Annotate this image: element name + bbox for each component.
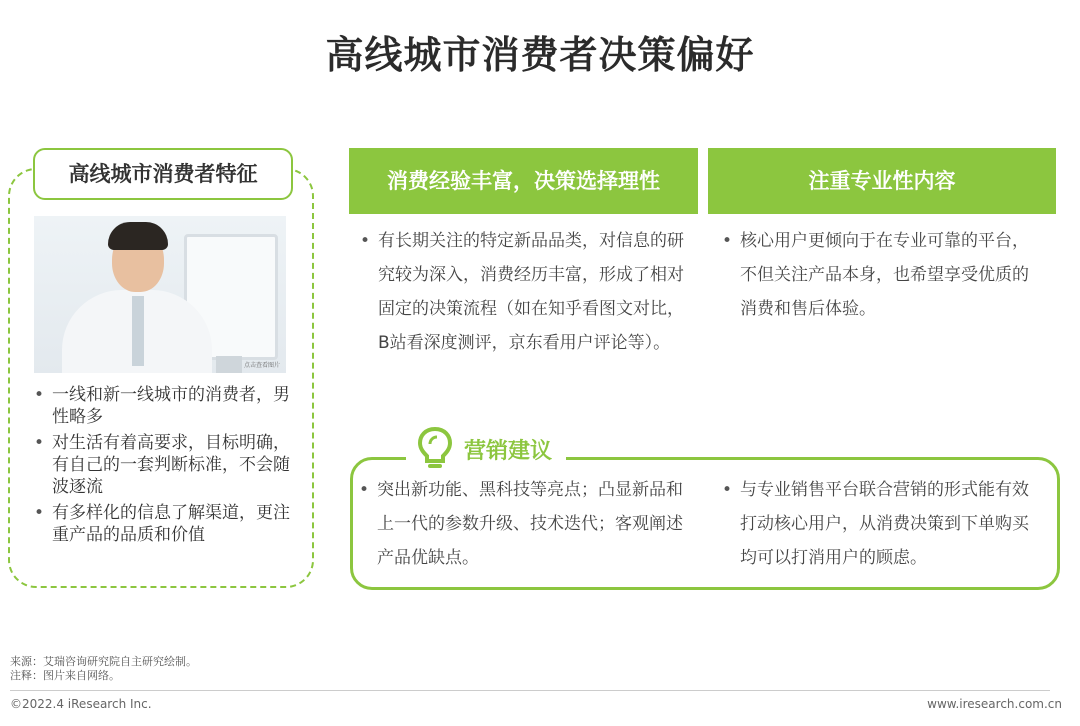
professional-content-text: 核心用户更倾向于在专业可靠的平台，不但关注产品本身，也希望享受优质的消费和售后体验。 [740, 231, 1029, 319]
bullet-icon: • [722, 480, 733, 500]
bullet-icon: • [360, 231, 371, 251]
person-hair-shape [108, 222, 168, 250]
marketing-item-text: 与专业销售平台联合营销的形式能有效打动核心用户，从消费决策到下单购买均可以打消用户的顾虑。 [740, 480, 1029, 568]
list-item [34, 502, 306, 546]
lightbulb-icon [416, 426, 454, 472]
bullet-icon: • [34, 503, 45, 523]
experience-description [360, 224, 688, 360]
characteristics-list [34, 384, 306, 550]
page-title: 高线城市消费者决策偏好 [325, 33, 755, 77]
businessman-photo [34, 216, 286, 373]
bullet-icon: • [34, 433, 45, 453]
experience-header: 消费经验丰富，决策选择理性 [349, 148, 698, 214]
characteristics-title: 高线城市消费者特征 [33, 148, 293, 200]
list-item [34, 384, 306, 428]
footer-divider [10, 690, 1050, 691]
professional-content-description [722, 224, 1040, 326]
image-note: 注释：图片来自网络。 [10, 669, 120, 682]
marketing-item [722, 473, 1040, 575]
marketing-item-text: 突出新功能、黑科技等亮点；凸显新品和上一代的参数升级、技术迭代；客观阐述产品优缺点。 [377, 480, 683, 568]
list-item-text: 一线和新一线城市的消费者，男性略多 [52, 385, 290, 427]
bullet-icon: • [722, 231, 733, 251]
professional-content-header: 注重专业性内容 [708, 148, 1056, 214]
copyright: ©2022.4 iResearch Inc. [10, 697, 152, 711]
footer-notes [10, 655, 197, 683]
list-item-text: 对生活有着高要求，目标明确，有自己的一套判断标准，不会随波逐流 [52, 433, 290, 497]
bullet-icon: • [359, 480, 370, 500]
bullet-icon: • [34, 385, 45, 405]
photo-caption: 点击查看图片 [243, 362, 280, 369]
experience-text: 有长期关注的特定新品品类，对信息的研究较为深入，消费经历丰富，形成了相对固定的决策流程（如在知乎看图文对比，B站看深度测评，京东看用户评论等）。 [378, 231, 684, 353]
marketing-suggestion-label [406, 424, 566, 474]
marketing-label-text: 营销建议 [464, 438, 553, 464]
tie-shape [132, 296, 144, 366]
marketing-item [359, 473, 687, 575]
list-item-text: 有多样化的信息了解渠道，更注重产品的品质和价值 [52, 503, 290, 545]
source-note: 来源：艾瑞咨询研究院自主研究绘制。 [10, 655, 197, 668]
monitor-stand-shape [216, 356, 242, 373]
website-link[interactable]: www.iresearch.com.cn [927, 697, 1062, 711]
list-item [34, 432, 306, 498]
